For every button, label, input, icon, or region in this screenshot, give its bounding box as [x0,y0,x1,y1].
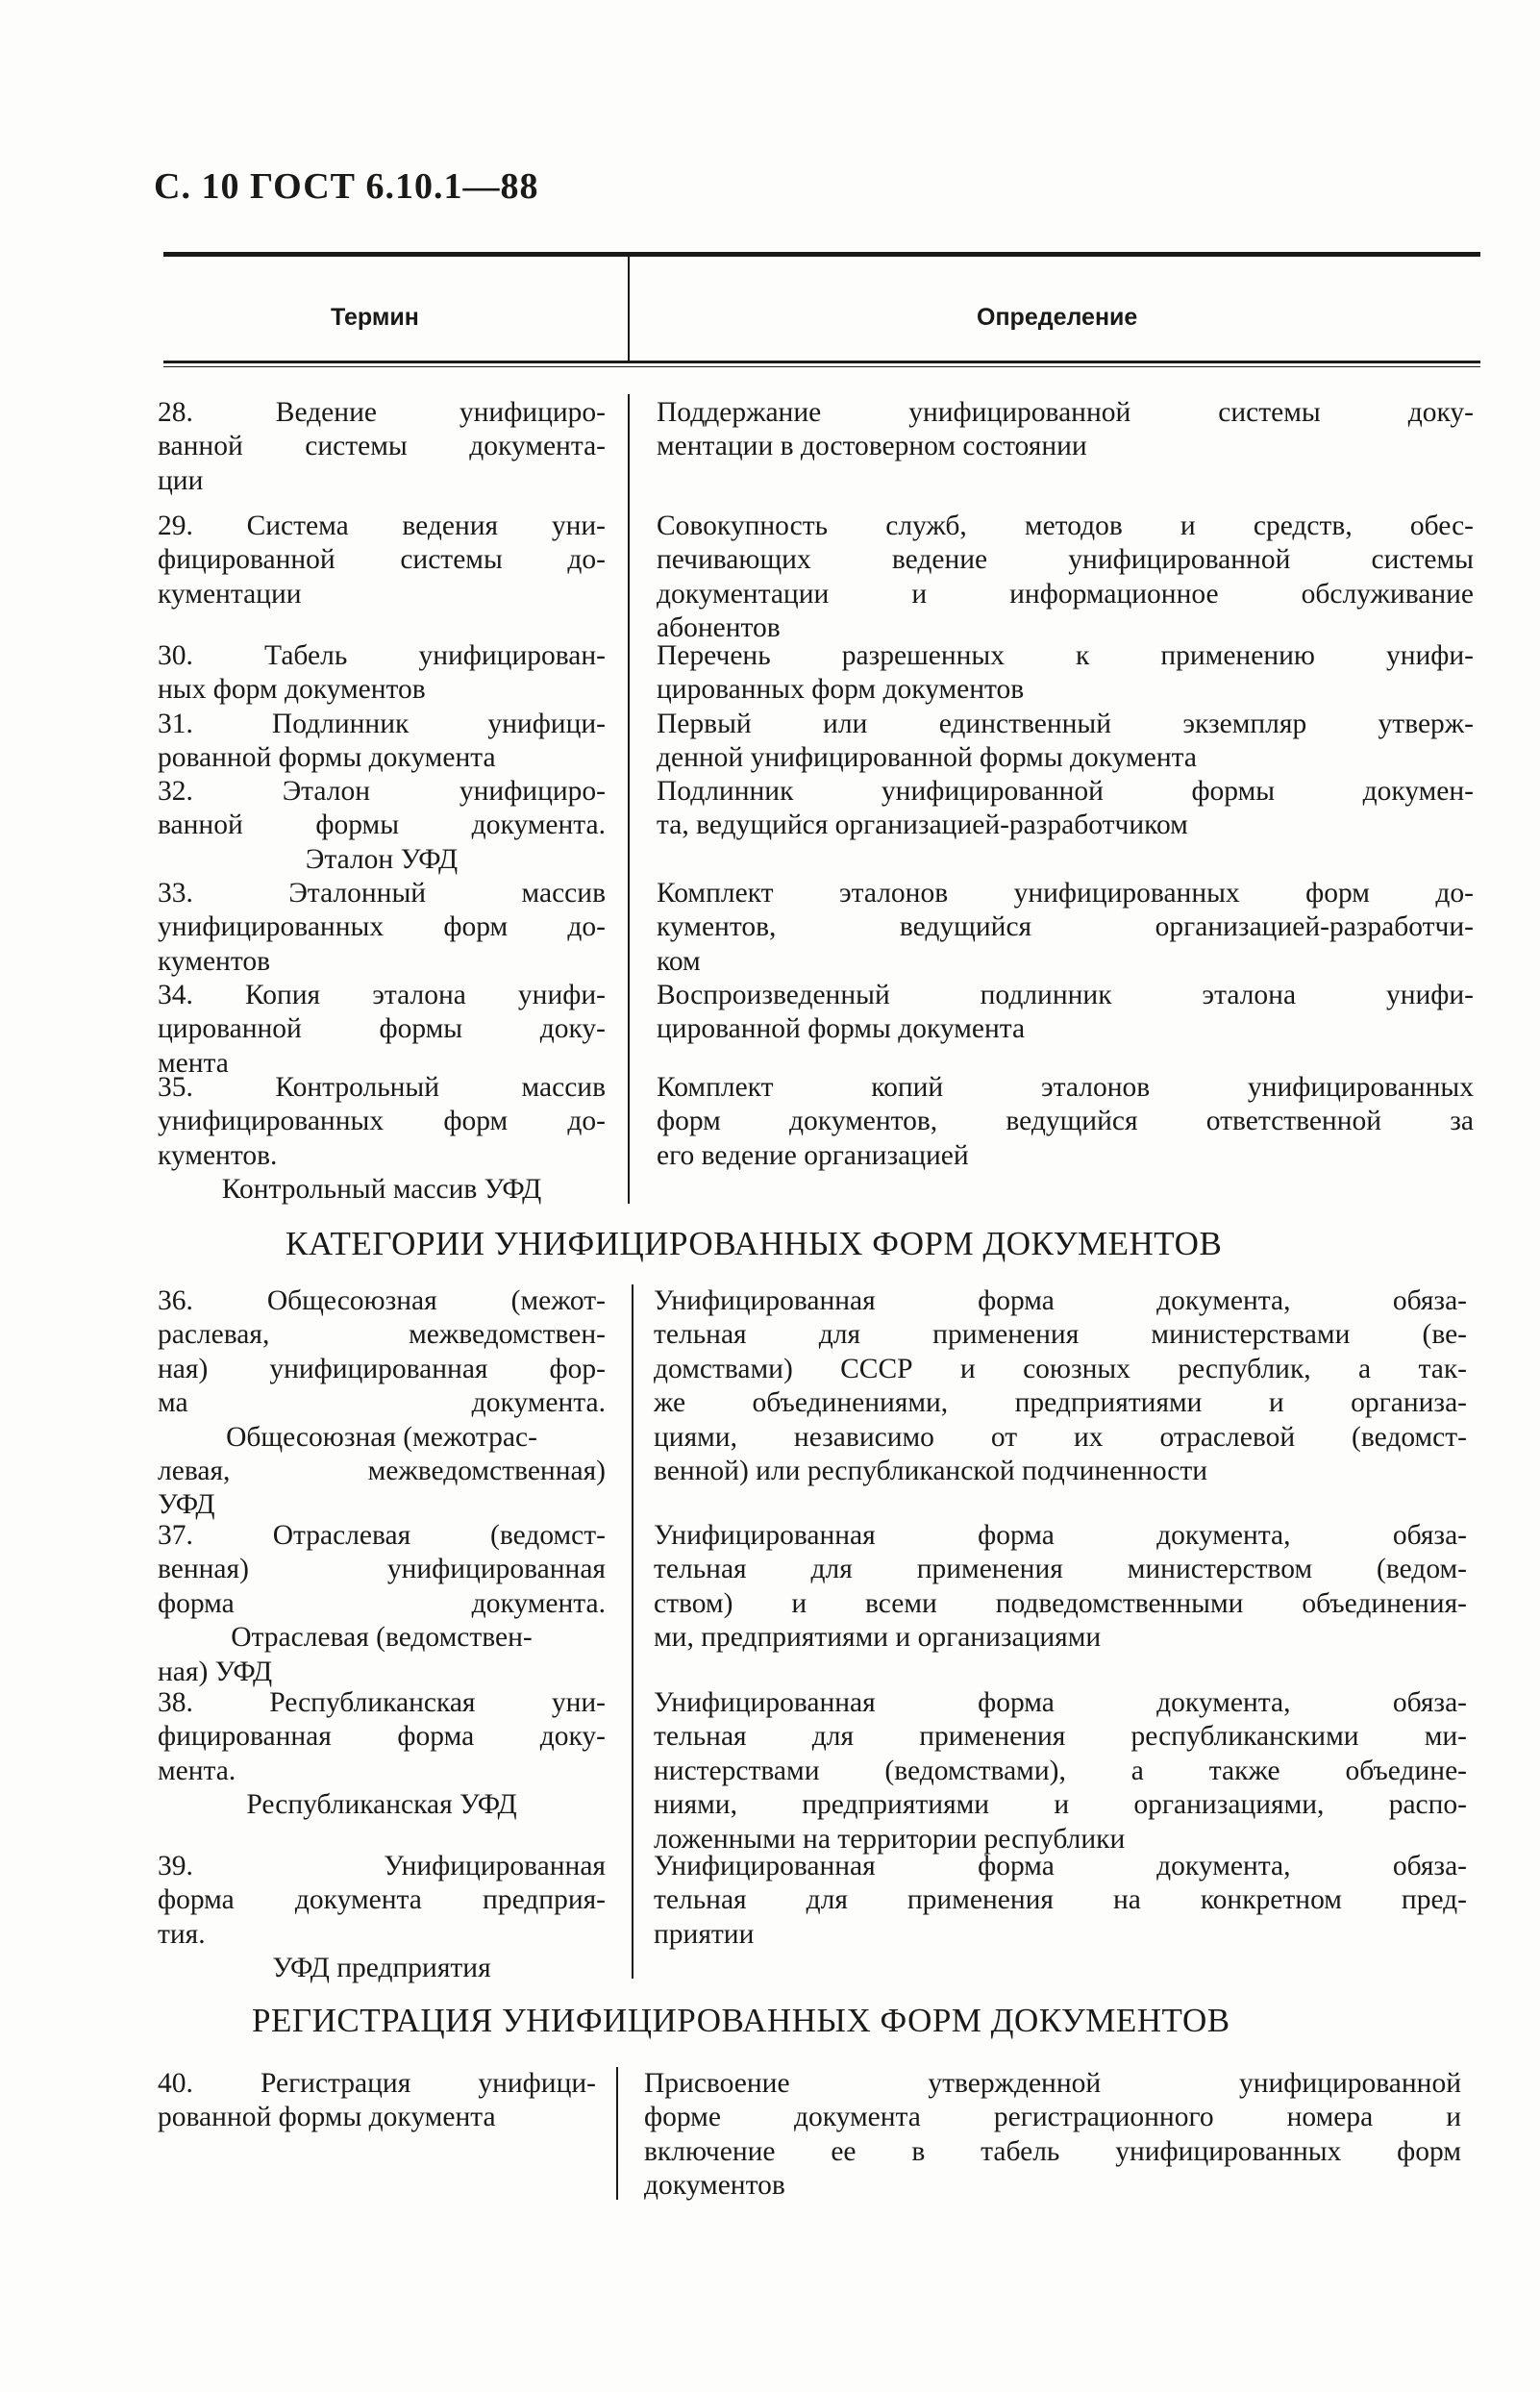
column-header-term: Термин [331,304,419,331]
definition-line: цированных форм документов [657,674,1025,706]
definition-line: ложенными на территории республики [654,1823,1126,1855]
term-line: ных форм документов [158,674,426,706]
table-top-rule [163,252,1480,257]
definition-line: цированной формы документа [657,1013,1026,1045]
term-line: 28. Ведение унифициро- [158,397,606,428]
term-line: тия. [158,1918,206,1950]
definition-line: форме документа регистрационного номера и [644,2102,1461,2133]
term-line: форма документа. [158,1587,606,1619]
column-divider [632,1284,633,1979]
definition-cell [654,1519,1467,1656]
definition-line: ством) и всеми подведомственными объединения- [654,1587,1467,1619]
term-line: цированной формы доку- [158,1013,606,1045]
term-line: УФД [158,1489,215,1521]
definition-cell [657,1071,1474,1173]
definition-cell [657,510,1474,646]
definition-line: приятии [654,1918,755,1950]
definition-line: же объединениями, предприятиями и организа- [654,1387,1467,1419]
definition-line: ниями, предприятиями и организациями, распо- [654,1789,1467,1821]
definition-line: Унифицированная форма документа, обяза- [654,1851,1467,1881]
term-line: ции [158,464,204,496]
term-line: мента. [158,1755,236,1786]
definition-line: ми, предприятиями и организациями [654,1622,1102,1654]
term-line: 31. Подлинник унифици- [158,709,606,739]
section-title-categories: КАТЕГОРИИ УНИФИЦИРОВАННЫХ ФОРМ ДОКУМЕНТОВ [286,1225,1223,1262]
definition-line: абонентов [657,612,781,644]
definition-line: его ведение организацией [657,1139,969,1171]
column-divider [628,256,630,363]
definition-line: Комплект копий эталонов унифицированных [657,1072,1474,1103]
definition-cell [657,877,1474,979]
definition-line: форм документов, ведущийся ответственной за [657,1106,1474,1137]
term-line: 40. Регистрация унифици- [158,2068,596,2099]
definition-line: та, ведущийся организацией-разработчиком [657,810,1188,841]
definition-line: печивающих ведение унифицированной системы [657,544,1474,576]
term-line: венная) унифицированная [158,1554,606,1585]
definition-cell [657,708,1474,776]
column-divider [616,2067,618,2200]
term-line: 30. Табель унифицирован- [158,640,606,671]
definition-cell [654,1686,1467,1856]
term-cell [158,396,606,498]
term-line: Республиканская УФД [246,1789,517,1821]
definition-line: тельная для применения на конкретном пред- [654,1884,1467,1916]
definition-line: Унифицированная форма документа, обяза- [654,1687,1467,1718]
definition-line: документации и информационное обслуживание [657,578,1474,610]
definition-line: документов [644,2170,785,2202]
term-line: левая, межведомственная) [158,1455,606,1486]
definition-cell [657,396,1474,464]
definition-line: домствами) СССР и союзных республик, а так- [654,1353,1467,1384]
term-line: кументации [158,578,302,610]
definition-line: Первый или единственный экземпляр утверж- [657,709,1474,739]
term-line: ма документа. [158,1387,606,1419]
definition-line: ком [657,945,701,977]
term-cell [158,510,606,611]
term-cell [158,979,606,1081]
definition-line: включение ее в табель унифицированных форм [644,2135,1461,2167]
definition-line: венной) или республиканской подчиненности [654,1455,1208,1486]
definition-line: Совокупность служб, методов и средств, обес- [657,511,1474,541]
header-bottom-rule [163,361,1480,363]
definition-line: тельная для применения министерством (ведом- [654,1554,1467,1585]
term-line: 29. Система ведения уни- [158,511,606,541]
term-line: Контрольный массив УФД [221,1174,542,1206]
column-divider [628,394,630,1204]
term-line: УФД предприятия [272,1953,491,1984]
term-cell [158,1850,606,1986]
term-line: фицированной системы до- [158,544,606,576]
term-line: 35. Контрольный массив [158,1072,606,1103]
term-line: 34. Копия эталона унифи- [158,980,606,1010]
term-line: унифицированных форм до- [158,911,606,943]
term-cell [158,1284,606,1523]
term-line: 33. Эталонный массив [158,878,606,909]
term-line: Общесоюзная (межотрас- [226,1421,537,1453]
definition-line: Комплект эталонов унифицированных форм до- [657,878,1474,909]
column-header-definition: Определение [977,304,1138,331]
definition-line: Унифицированная форма документа, обяза- [654,1520,1467,1551]
term-line: Отраслевая (ведомствен- [231,1622,533,1654]
term-line: Эталон УФД [305,843,459,875]
term-line: мента [158,1047,229,1079]
term-line: фицированная форма доку- [158,1721,606,1753]
term-cell [158,2067,596,2135]
definition-line: Подлинник унифицированной формы докумен- [657,776,1474,807]
term-cell [158,1686,606,1823]
definition-line: Присвоение утвержденной унифицированной [644,2068,1461,2099]
term-cell [158,775,606,877]
term-line: унифицированных форм до- [158,1106,606,1137]
section-title-registration: РЕГИСТРАЦИЯ УНИФИЦИРОВАННЫХ ФОРМ ДОКУМЕНТОВ [252,2002,1230,2039]
definition-line: тельная для применения министерствами (ве- [654,1319,1467,1351]
definition-cell [657,775,1474,843]
definition-cell [654,1284,1467,1488]
page-header: С. 10 ГОСТ 6.10.1—88 [154,166,539,207]
definition-line: Перечень разрешенных к применению унифи- [657,640,1474,671]
definition-line: циями, независимо от их отраслевой (ведомст- [654,1421,1467,1453]
term-line: 37. Отраслевая (ведомст- [158,1520,606,1551]
term-line: ная) унифицированная фор- [158,1353,606,1384]
term-line: ванной системы документа- [158,431,606,462]
term-line: ванной формы документа. [158,810,606,841]
term-cell [158,1519,606,1689]
definition-line: Воспроизведенный подлинник эталона унифи- [657,980,1474,1010]
term-line: раслевая, межведомствен- [158,1319,606,1351]
term-line: 39. Унифицированная [158,1851,606,1881]
definition-line: Поддержание унифицированной системы доку- [657,397,1474,428]
term-cell [158,877,606,979]
term-line: ная) УФД [158,1656,273,1687]
definition-line: нистерствами (ведомствами), а также объедине- [654,1755,1467,1786]
header-bottom-rule-2 [163,366,1480,367]
term-line: 32. Эталон унифициро- [158,776,606,807]
definition-cell [657,639,1474,708]
definition-cell [657,979,1474,1047]
definition-line: кументов, ведущийся организацией-разработчи- [657,911,1474,943]
definition-line: тельная для применения республиканскими ми- [654,1721,1467,1753]
term-cell [158,1071,606,1208]
term-line: кументов [158,945,271,977]
term-line: рованной формы документа [158,2102,496,2133]
definition-line: денной унифицированной формы документа [657,742,1197,774]
definition-line: Унифицированная форма документа, обяза- [654,1285,1467,1316]
term-line: форма документа предприя- [158,1884,606,1916]
term-line: 36. Общесоюзная (межот- [158,1285,606,1316]
term-line: рованной формы документа [158,742,496,774]
definition-line: ментации в достоверном состоянии [657,431,1087,462]
term-cell [158,639,606,708]
term-line: кументов. [158,1139,278,1171]
term-cell [158,708,606,776]
term-line: 38. Республиканская уни- [158,1687,606,1718]
definition-cell [654,1850,1467,1952]
definition-cell [644,2067,1461,2204]
